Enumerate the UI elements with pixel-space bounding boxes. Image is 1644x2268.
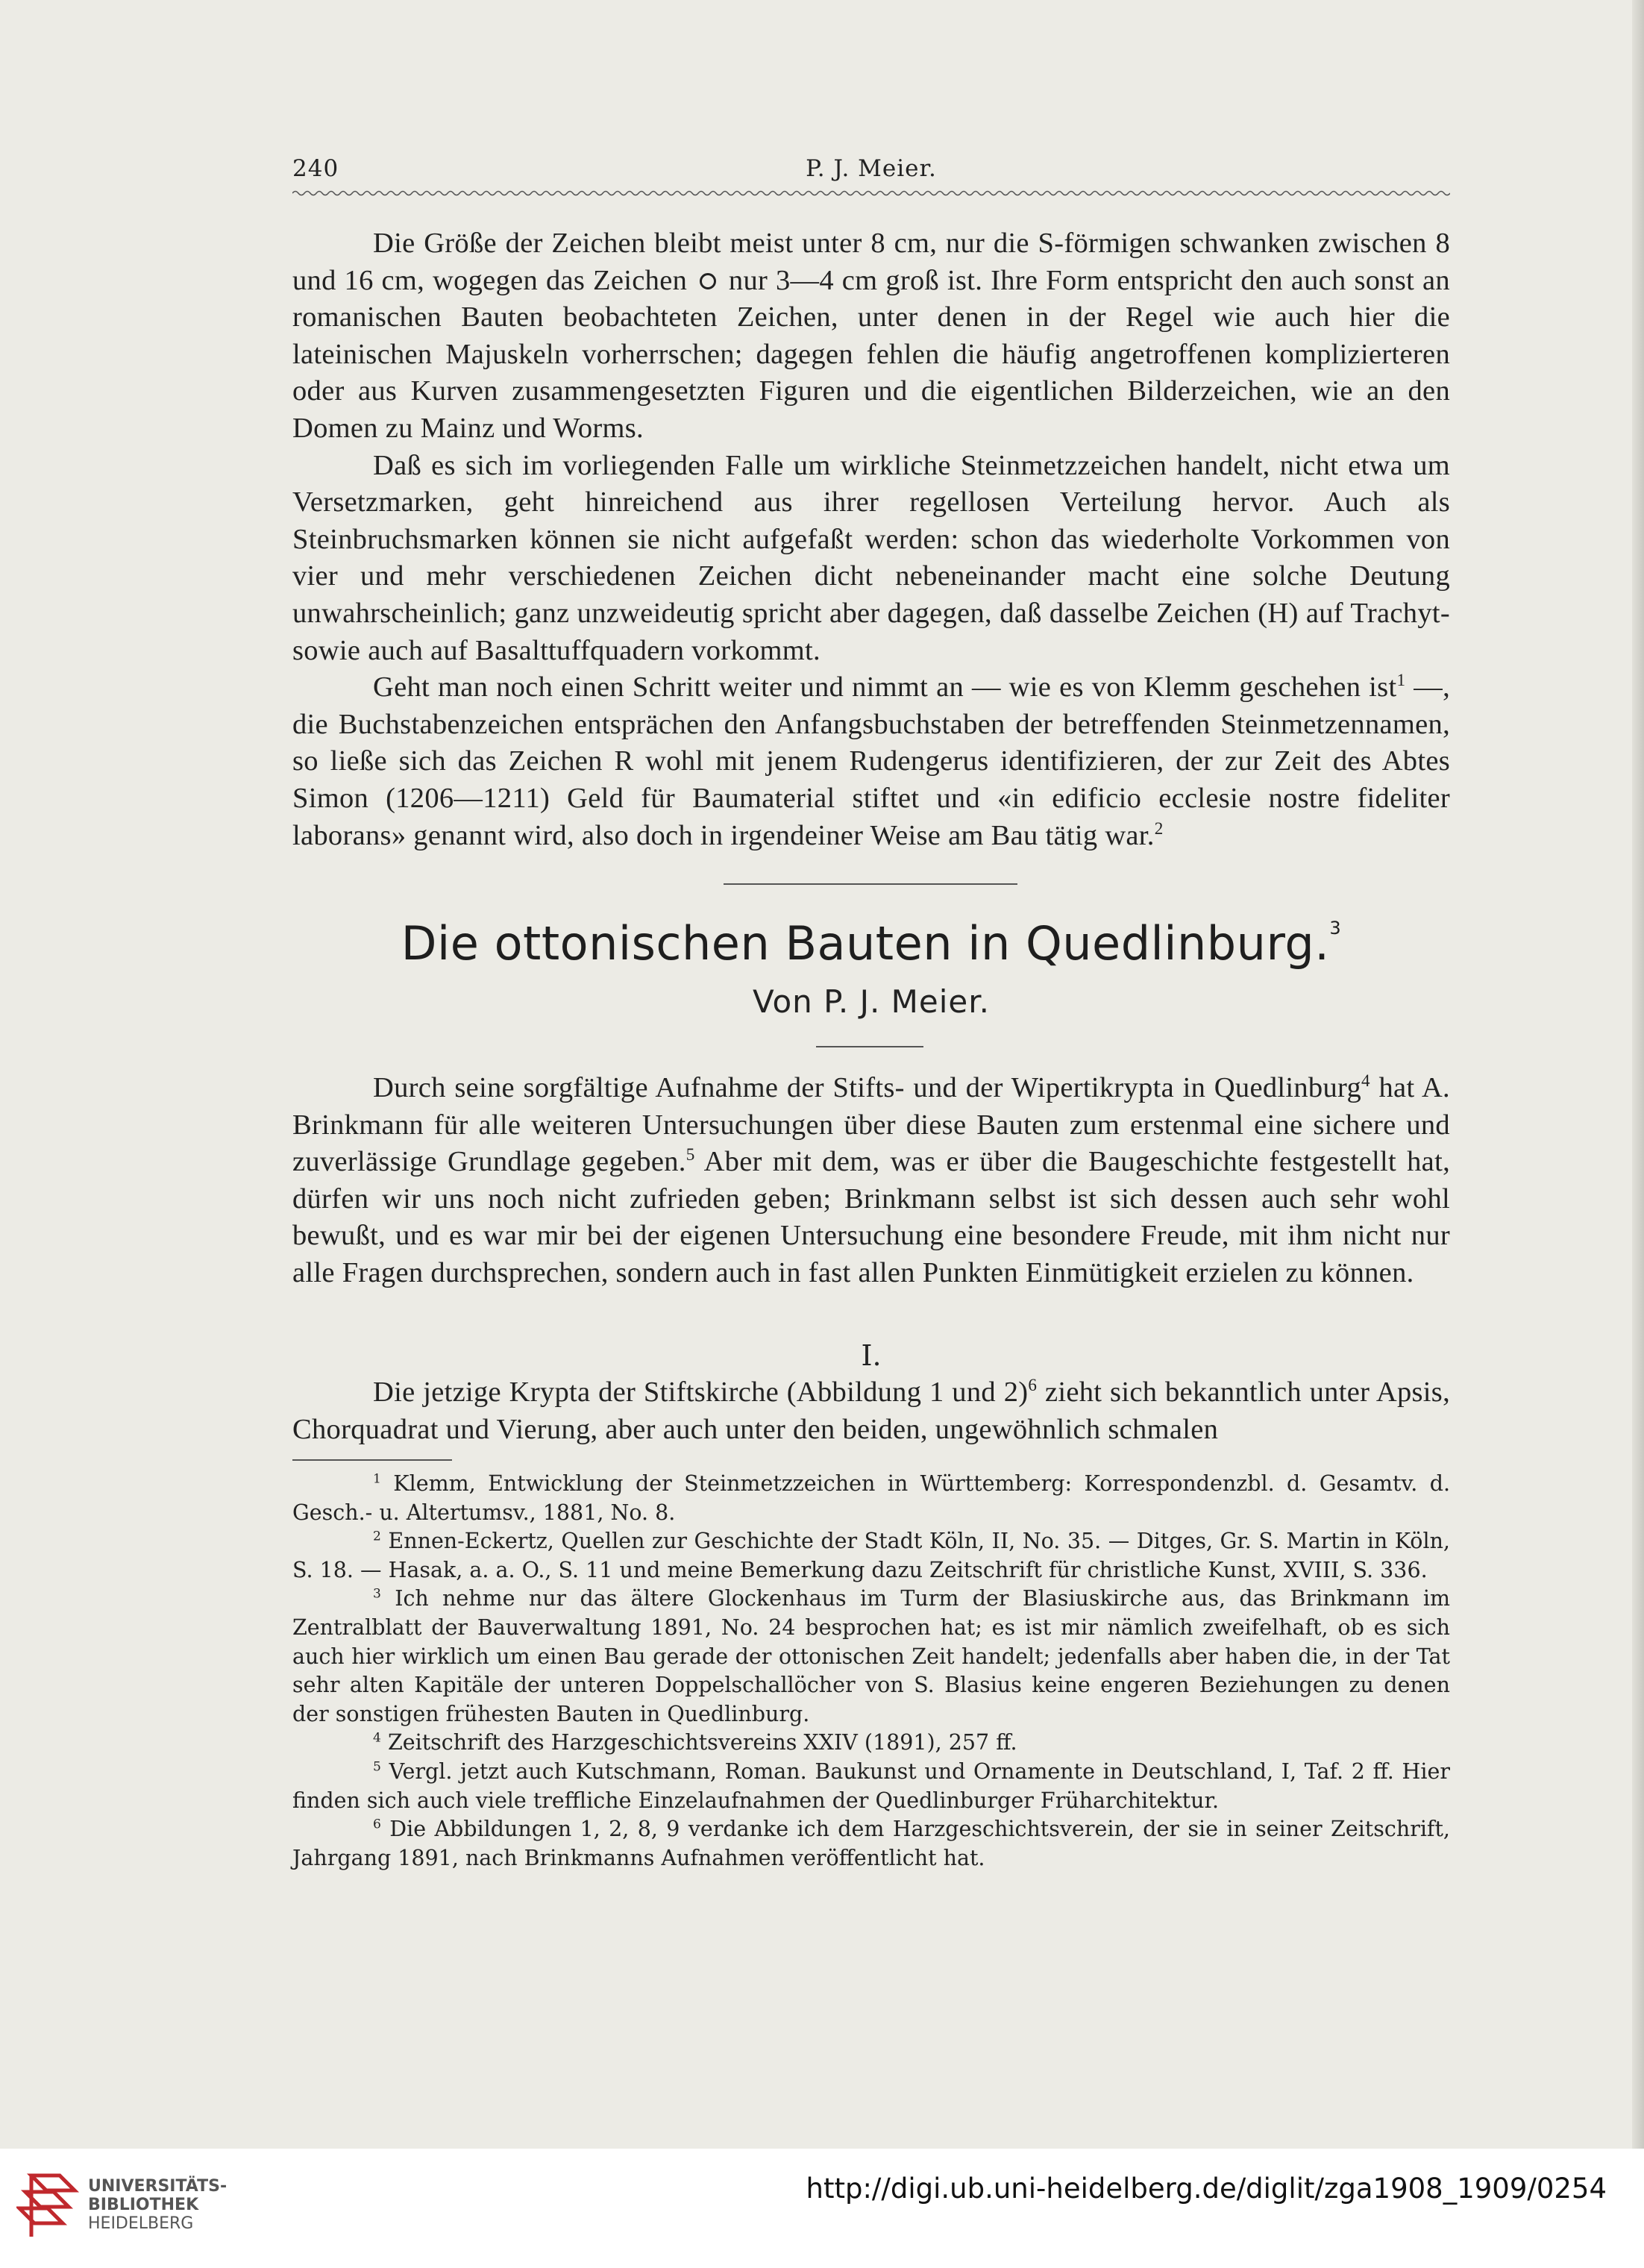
section-rule [724, 883, 1017, 885]
section-number: I. [861, 1339, 882, 1372]
header-wavy-rule [292, 188, 1450, 198]
footnote: $^5$ Vergl. jetzt auch Kutschmann, Roman. Baukunst und Ornamente in Deutschland, I, Taf. 2 ff. Hier finden sich auch viele treffliche Einzelaufnahmen der Quedlinburger Früharchitektur. [292, 1758, 1450, 1813]
page-edge [1632, 0, 1644, 2149]
footnote: $^3$ Ich nehme nur das ältere Glockenhaus im Turm der Blasiuskirche aus, das Brinkmann im Zentralblatt der Bauverwaltung 1891, No. 24 besprochen hat; es ist mir nämlich zweifelhaft, ob es sich auch hier wirklich um einen Bau gerade der ottonischen Zeit handelt; jedenfalls aber haben die, in der Tat sehr alten Kapitäle der unteren Doppelschallöcher von S. Blasius keine engeren Beziehungen zu denen der sonstigen frühesten Bauten in Quedlinburg. [292, 1586, 1450, 1726]
paragraph: Die jetzige Krypta der Stiftskirche (Abbildung 1 und 2)$^6$ zieht sich bekanntlich unter Apsis, Chorquadrat und Vierung, aber auch unter den beiden, ungewöhnlich schmalen [292, 1375, 1450, 1445]
page-number: 240 [292, 155, 339, 182]
byline-rule [816, 1046, 923, 1047]
footnotes [292, 1470, 1450, 1873]
paragraph: Die Größe der Zeichen bleibt meist unter 8 cm, nur die S-förmigen schwanken zwischen 8 und 16 cm, wogegen das Zeichen nur 3—4 cm groß ist. Ihre Form entspricht den auch sonst an romanischen Bauten beobachteten Zeichen, unter denen in der Regel wie auch hier die lateinischen Majuskeln vorherrschen; dagegen fehlen die häufig angetroffenen komplizierteren oder aus Kurven zusammengesetzten Figuren und die eigentlichen Bilderzeichen, wie an den Domen zu Mainz und Worms. [292, 228, 1450, 444]
footnote-ref: 2 [1154, 818, 1164, 838]
article-byline: Von P. J. Meier. [752, 983, 991, 1020]
footnote: $^4$ Zeitschrift des Harzgeschichtsvereins XXIV (1891), 257 ff. [373, 1730, 1017, 1755]
ring-sign-icon [700, 273, 716, 289]
paragraph: Geht man noch einen Schritt weiter und nimmt an — wie es von Klemm geschehen ist$^1$ —, die Buchstabenzeichen entsprächen den Anfangsbuchstaben der betreffenden Steinmetzennamen, so ließe sich das Zeichen R wohl mit jenem Rudengerus identifizieren, der zur Zeit des Abtes Simon (1206—1211) Geld für Baumaterial stiftet und «in edificio ecclesie nostre fideliter laborans» genannt wird, also doch in irgendeiner Weise am Bau tätig war.$^2$ [292, 670, 1450, 851]
footnote-ref: 6 [1028, 1375, 1038, 1395]
footnote: $^6$ Die Abbildungen 1, 2, 8, 9 verdanke ich dem Harzgeschichtsverein, der sie in seiner Zeitschrift, Jahrgang 1891, nach Brinkmanns Aufnahmen veröffentlicht hat. [292, 1817, 1450, 1870]
library-name: UNIVERSITÄTS- BIBLIOTHEK HEIDELBERG [88, 2177, 228, 2233]
footnote-ref: 3 [1329, 918, 1342, 939]
footnote-ref: 1 [1396, 670, 1406, 690]
paragraph: Daß es sich im vorliegenden Falle um wirkliche Steinmetzzeichen handelt, nicht etwa um Versetzmarken, geht hinreichend aus ihrer regellosen Verteilung hervor. Auch als Steinbruchsmarken können sie nicht aufgefaßt werden: schon das wiederholte Vorkommen von vier und mehr verschiedenen Zeichen dicht nebeneinander macht eine solche Deutung unwahrscheinlich; ganz unzweideutig spricht aber dagegen, daß dasselbe Zeichen (H) auf Trachyt- sowie auch auf Basalttuffquadern vorkommt. [292, 449, 1450, 666]
text-block-section [292, 1374, 1450, 1448]
footnote: $^1$ Klemm, Entwicklung der Steinmetzzeichen in Württemberg: Korrespondenzbl. d. Gesamtv. d. Gesch.- u. Altertumsv., 1881, No. 8. [292, 1471, 1450, 1525]
text-block-top [292, 225, 1450, 854]
running-head: P. J. Meier. [806, 155, 937, 182]
article-title: Die ottonischen Bauten in Quedlinburg.$^3$ [401, 916, 1342, 971]
permalink[interactable]: http://digi.ub.uni-heidelberg.de/diglit/zga1908_1909/0254 [806, 2173, 1607, 2205]
paragraph: Durch seine sorgfältige Aufnahme der Stifts- und der Wipertikrypta in Quedlinburg$^4$ hat A. Brinkmann für alle weiteren Untersuchungen über diese Bauten zum erstenmal eine sichere und zuverlässige Grundlage gegeben.$^5$ Aber mit dem, was er über die Baugeschichte festgestellt hat, dürfen wir uns noch nicht zufrieden geben; Brinkmann selbst ist sich dessen auch sehr wohl bewußt, und es war mir bei der eigenen Untersuchung eine besondere Freude, mit ihm nicht nur alle Fragen durchsprechen, sondern auch in fast allen Punkten Einmütigkeit erzielen zu können. [292, 1071, 1450, 1288]
footnote-ref: 5 [685, 1144, 695, 1165]
footnote-rule [292, 1459, 452, 1461]
footnote-ref: 4 [1361, 1071, 1370, 1091]
footnote: $^2$ Ennen-Eckertz, Quellen zur Geschichte der Stadt Köln, II, No. 35. — Ditges, Gr. S. Martin in Köln, S. 18. — Hasak, a. a. O., S. 11 und meine Bemerkung dazu Zeitschrift für christliche Kunst, XVIII, S. 336. [292, 1529, 1450, 1582]
viewer-footer [0, 2149, 1644, 2268]
library-logo-icon [16, 2162, 84, 2250]
running-header [292, 146, 1450, 191]
text-block-article [292, 1070, 1450, 1292]
